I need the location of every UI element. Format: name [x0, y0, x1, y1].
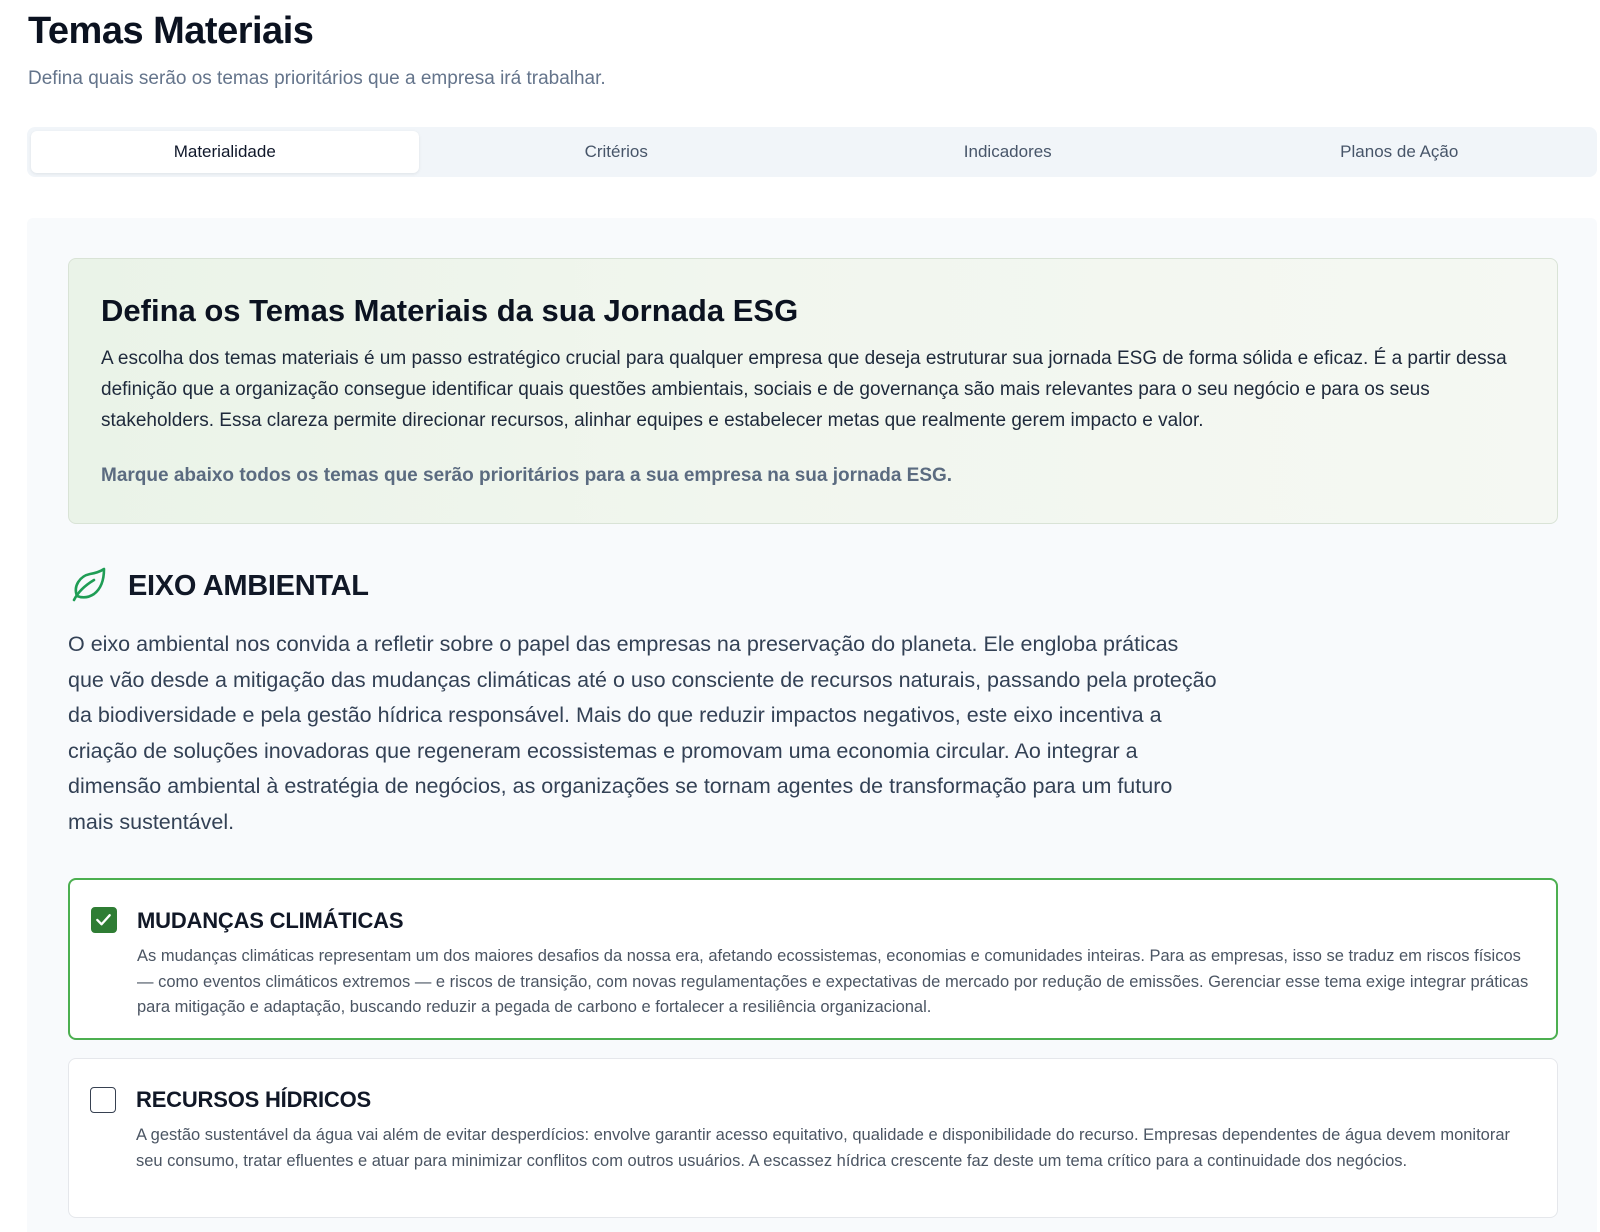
checkmark-icon — [92, 908, 115, 931]
tab-materialidade[interactable]: Materialidade — [31, 131, 419, 173]
topic-card-recursos-hidricos[interactable] — [68, 1058, 1558, 1218]
intro-title: Defina os Temas Materiais da sua Jornada ESG — [101, 293, 799, 328]
intro-instruction: Marque abaixo todos os temas que serão prioritários para a sua empresa na sua jornada ESG. — [101, 465, 953, 486]
topic-description: As mudanças climáticas representam um dos maiores desafios da nossa era, afetando ecossistemas, economias e comunidades inteiras. Para as empresas, isso se traduz em riscos físicos — como eventos climáticos extremos — e riscos de transição, com novas regulamentações e expectativas de mercado por redução de emissões. Gerenciar esse tema exige integrar práticas para mitigação e adaptação, buscando reduzir a pegada de carbono e fortalecer a resiliência organizacional. — [137, 947, 1529, 1016]
topic-title: RECURSOS HÍDRICOS — [136, 1087, 371, 1112]
tab-indicadores[interactable]: Indicadores — [963, 142, 1052, 161]
axis-description: O eixo ambiental nos convida a refletir sobre o papel das empresas na preservação do planeta. Ele engloba práticas que vão desde a mitigação das mudanças climáticas até o uso consciente de recursos naturais, passando pela proteção da biodiversidade e pela gestão hídrica responsável. Mais do que reduzir impactos negativos, este eixo incentiva a criação de soluções inovadoras que regeneram ecossistemas e promovam uma economia circular. Ao integrar a dimensão ambiental à estratégia de negócios, as organizações se tornam agentes de transformação para um futuro mais sustentável. — [68, 632, 1217, 834]
intro-body: A escolha dos temas materiais é um passo estratégico crucial para qualquer empresa que deseja estruturar sua jornada ESG de forma sólida e eficaz. É a partir dessa definição que a organização consegue identificar quais questões ambientais, sociais e de governança são mais relevantes para o seu negócio e para os seus stakeholders. Essa clareza permite direcionar recursos, alinhar equipes e estabelecer metas que realmente gerem impacto e valor. — [101, 348, 1507, 431]
page-subtitle: Defina quais serão os temas prioritários que a empresa irá trabalhar. — [28, 68, 606, 89]
page-title: Temas Materiais — [28, 10, 314, 52]
topic-title: MUDANÇAS CLIMÁTICAS — [137, 908, 404, 933]
topic-checkbox-mudancas-climaticas[interactable] — [91, 907, 117, 933]
axis-title: EIXO AMBIENTAL — [128, 569, 369, 602]
tab-bar — [27, 127, 1597, 177]
topic-card-mudancas-climaticas[interactable] — [68, 878, 1558, 1040]
topic-description: A gestão sustentável da água vai além de evitar desperdícios: envolve garantir acesso equitativo, qualidade e disponibilidade do recurso. Empresas dependentes de água devem monitorar seu consumo, tratar efluentes e atuar para minimizar conflitos com outros usuários. A escassez hídrica crescente faz deste um tema crítico para a continuidade dos negócios. — [136, 1126, 1511, 1170]
axis-header — [68, 566, 369, 606]
intro-card — [68, 258, 1558, 524]
tab-planos-de-acao[interactable]: Planos de Ação — [1340, 142, 1459, 161]
leaf-icon — [68, 566, 108, 606]
tab-criterios[interactable]: Critérios — [584, 142, 648, 161]
topic-checkbox-recursos-hidricos[interactable] — [90, 1087, 116, 1113]
